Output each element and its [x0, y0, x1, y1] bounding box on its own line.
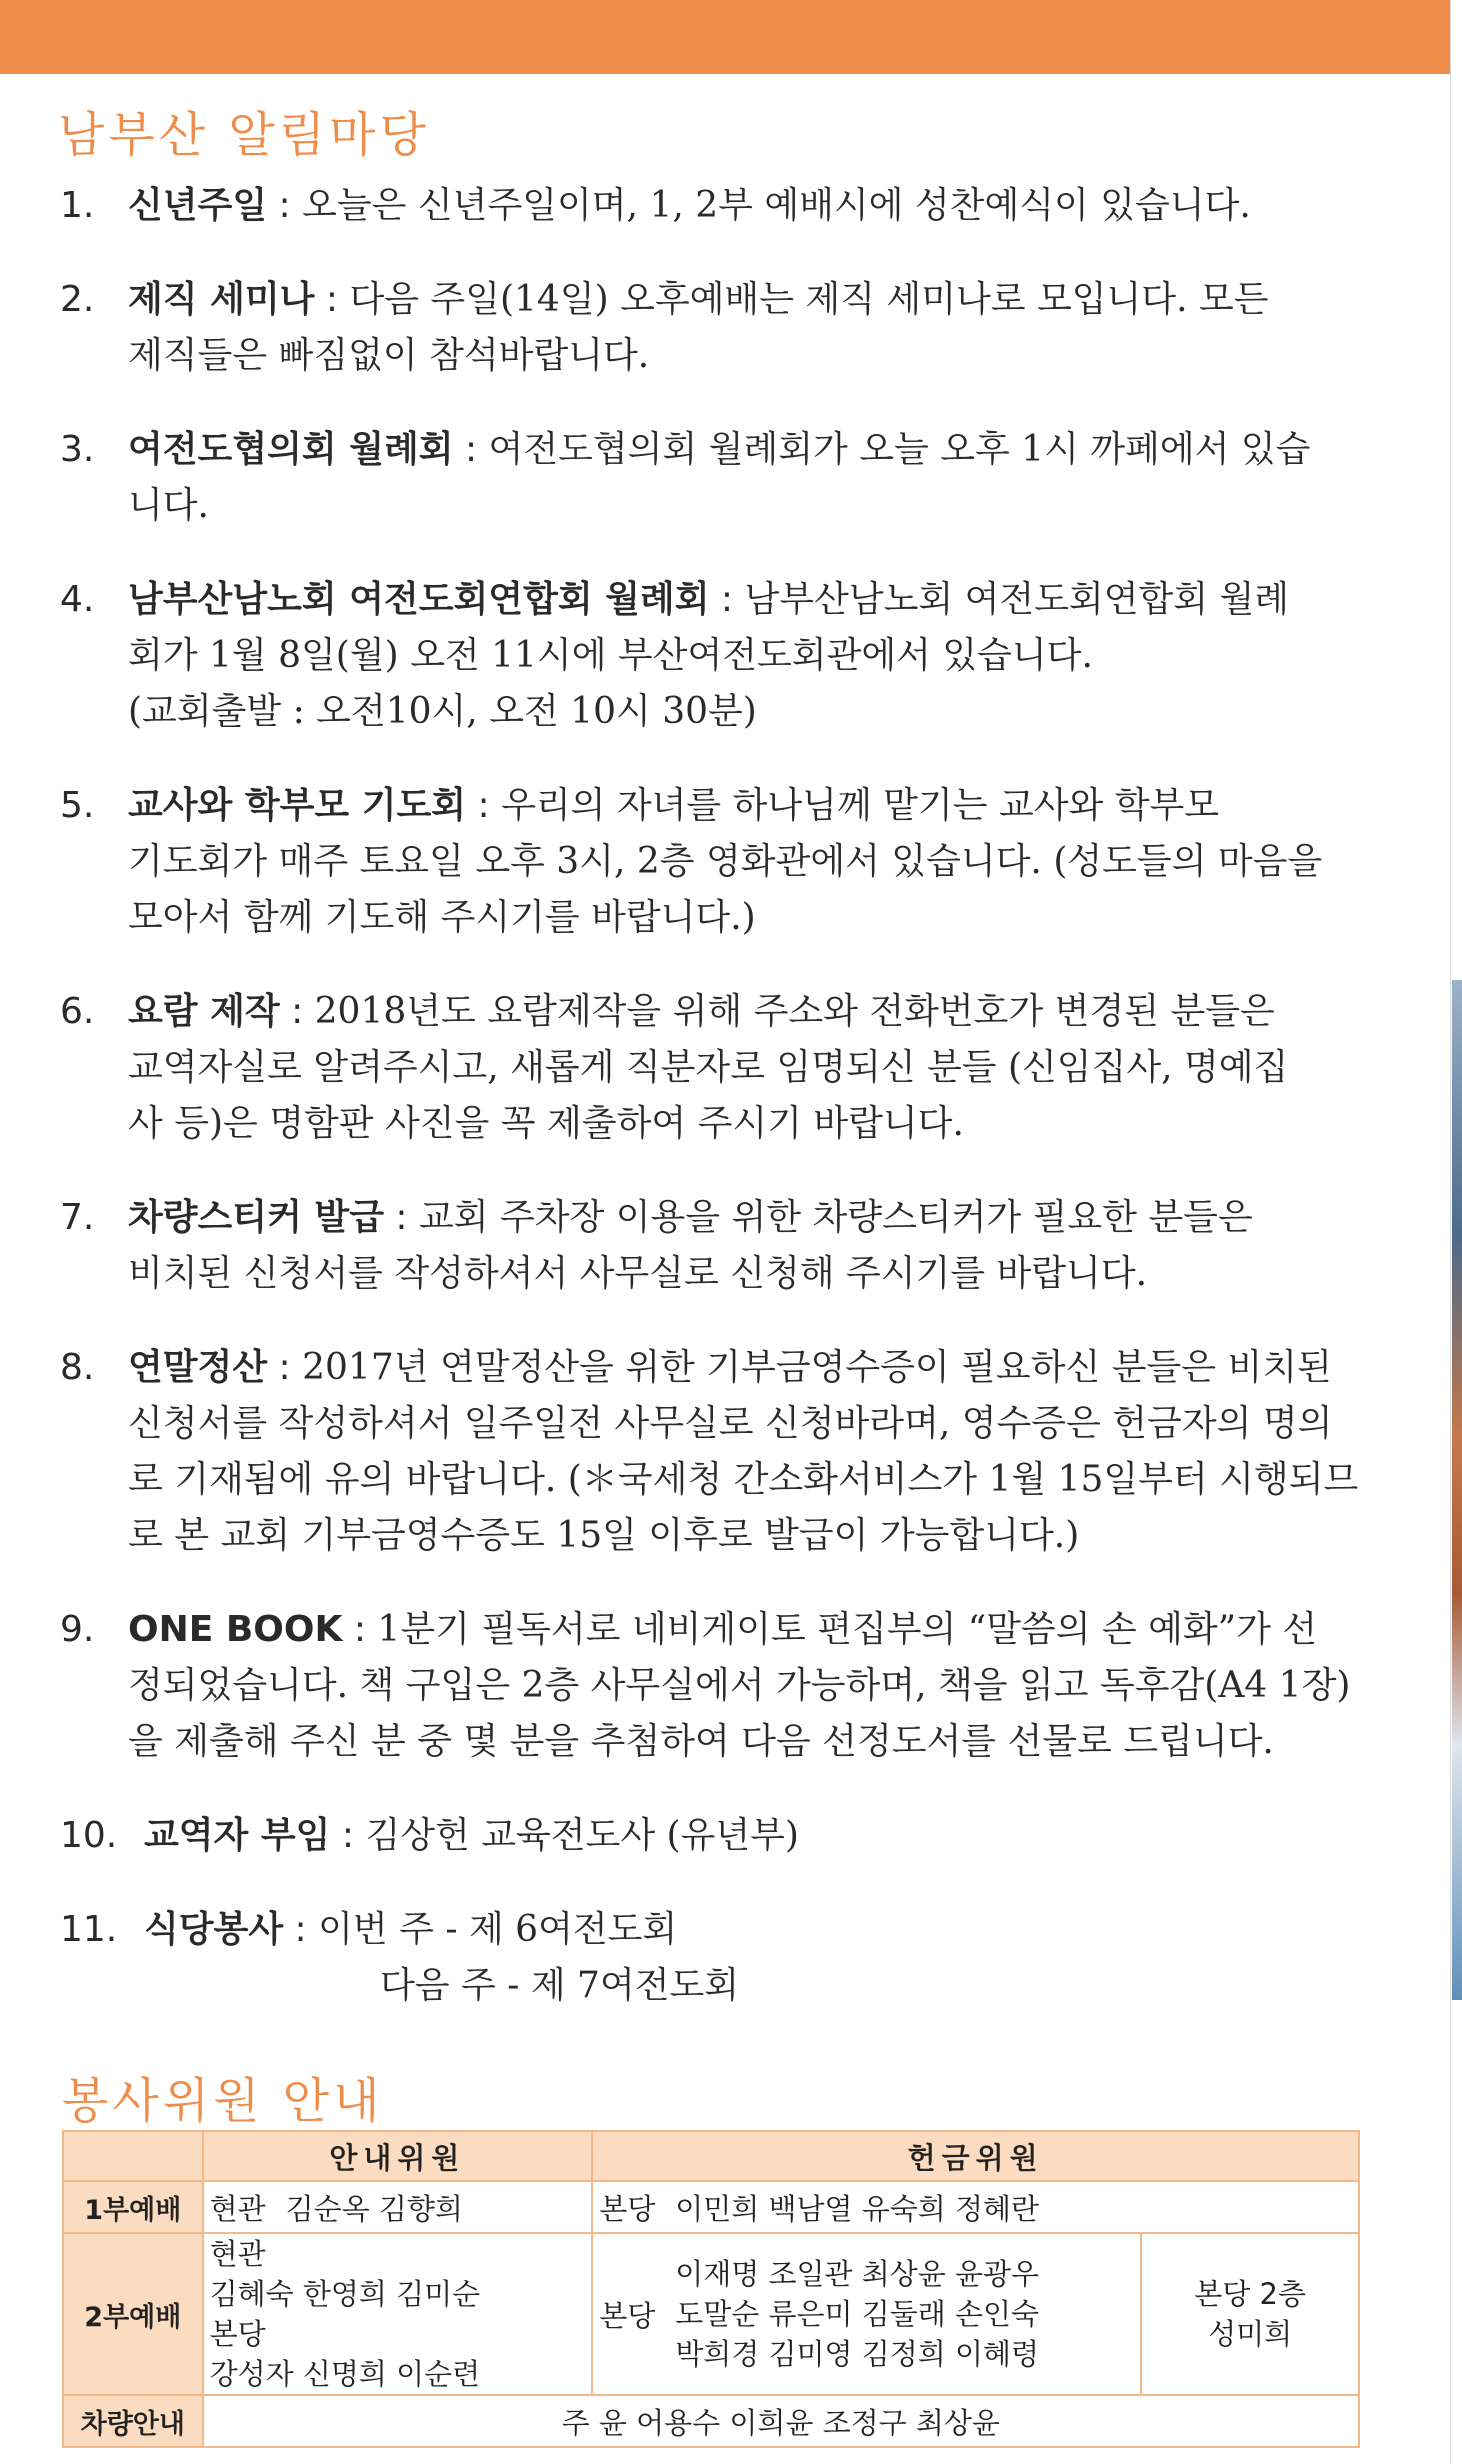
table-row [63, 2395, 1359, 2447]
notice-number: 6. [60, 991, 95, 1032]
notice-text: 교회 주차장 이용을 위한 차량스티커가 필요한 분들은 [418, 1197, 1253, 1238]
notice-number: 2. [60, 279, 95, 320]
notice-text: 비치된 신청서를 작성하셔서 사무실로 신청해 주시기를 바랍니다. [128, 1253, 1148, 1294]
notice-text: 회가 1월 8일(월) 오전 11시에 부산여전도회관에서 있습니다. [128, 635, 1093, 676]
location-label: 본당 [599, 2298, 656, 2333]
notice-number: 1. [60, 185, 95, 226]
notice-2: 2. 제직 세미나 : 다음 주일(14일) 오후예배는 제직 세미나로 모입니다. 모든 제직들은 빠짐없이 참석바랍니다. [60, 272, 1360, 384]
notice-number: 11. [60, 1909, 118, 1950]
notice-heading: 식당봉사 [144, 1909, 284, 1950]
notice-4: 4. 남부산남노회 여전도회연합회 월례회 : 남부산남노회 여전도회연합회 월례 회가 1월 8일(월) 오전 11시에 부산여전도회관에서 있습니다. (교회출발 : 오전10시, 오전 10시 30분) [60, 572, 1360, 740]
guide-cell [203, 2181, 593, 2233]
notice-heading: ONE BOOK [128, 1609, 343, 1650]
notice-heading: 교사와 학부모 기도회 [128, 785, 467, 826]
offering-cell [592, 2181, 1359, 2233]
notice-number: 3. [60, 429, 95, 470]
header-bar [0, 0, 1450, 74]
location-label: 본당 [209, 2317, 266, 2351]
adjacent-page-image [1452, 980, 1462, 2000]
offering-cell [592, 2233, 1141, 2395]
notice-3: 3. 여전도협의회 월례회 : 여전도협의회 월례회가 오늘 오후 1시 까페에서 있습 니다. [60, 422, 1360, 534]
notice-number: 7. [60, 1197, 95, 1238]
service-label: 차량안내 [63, 2395, 203, 2447]
notice-text: 모아서 함께 기도해 주시기를 바랍니다.) [128, 897, 756, 938]
offering-column-header: 헌금위원 [592, 2131, 1359, 2181]
notice-text: 제직들은 빠짐없이 참석바랍니다. [128, 335, 650, 376]
notice-text: 을 제출해 주신 분 중 몇 분을 추첨하여 다음 선정도서를 선물로 드립니다. [128, 1721, 1274, 1762]
notice-number: 9. [60, 1609, 95, 1650]
notice-text: 로 기재됨에 유의 바랍니다. (＊국세청 간소화서비스가 1월 15일부터 시행되므 [128, 1459, 1359, 1500]
notice-text: 2018년도 요람제작을 위해 주소와 전화번호가 변경된 분들은 [314, 991, 1275, 1032]
notice-text: 우리의 자녀를 하나님께 맡기는 교사와 학부모 [501, 785, 1220, 826]
notice-text: 사 등)은 명함판 사진을 꼭 제출하여 주시기 바랍니다. [128, 1103, 964, 1144]
volunteer-names: 이민희 백남열 유숙희 정혜란 [675, 2191, 1040, 2226]
notice-heading: 여전도협의회 월례회 [128, 429, 454, 470]
notice-text: 1분기 필독서로 네비게이토 편집부의 “말씀의 손 예화”가 선 [377, 1609, 1318, 1650]
volunteer-table [62, 2130, 1360, 2448]
notice-text: (교회출발 : 오전10시, 오전 10시 30분) [128, 691, 757, 732]
notice-number: 8. [60, 1347, 95, 1388]
notice-11: 11. 식당봉사 : 이번 주 - 제 6여전도회 다음 주 - 제 7여전도회 [60, 1902, 1360, 2014]
location-label: 현관 [209, 2191, 266, 2226]
table-row [63, 2233, 1359, 2395]
notice-text: 로 본 교회 기부금영수증도 15일 이후로 발급이 가능합니다.) [128, 1515, 1080, 1556]
table-header-row [63, 2131, 1359, 2181]
notice-1: 1. 신년주일 : 오늘은 신년주일이며, 1, 2부 예배시에 성찬예식이 있습니다. [60, 178, 1360, 234]
volunteer-names: 김혜숙 한영희 김미순 [209, 2277, 481, 2311]
service-label: 1부예배 [63, 2181, 203, 2233]
offering-extra-cell [1141, 2233, 1359, 2395]
notice-text: 신청서를 작성하셔서 일주일전 사무실로 신청바라며, 영수증은 헌금자의 명의 [128, 1403, 1333, 1444]
guide-column-header: 안내위원 [203, 2131, 593, 2181]
notice-text: 김상헌 교육전도사 (유년부) [365, 1815, 799, 1856]
corner-cell [63, 2131, 203, 2181]
guide-cell [203, 2233, 593, 2395]
volunteer-names: 성미희 [1208, 2317, 1293, 2351]
location-label: 본당 [599, 2191, 656, 2226]
notice-heading: 교역자 부임 [144, 1815, 331, 1856]
volunteers-title: 봉사위원 안내 [62, 2073, 384, 2129]
notice-heading: 남부산남노회 여전도회연합회 월례회 [128, 579, 710, 620]
notice-heading: 연말정산 [128, 1347, 268, 1388]
notice-text: 정되었습니다. 책 구입은 2층 사무실에서 가능하며, 책을 읽고 독후감(A4 1장) [128, 1665, 1351, 1706]
notice-number: 4. [60, 579, 95, 620]
notice-text: 기도회가 매주 토요일 오후 3시, 2층 영화관에서 있습니다. (성도들의 마음을 [128, 841, 1323, 882]
notice-text: 교역자실로 알려주시고, 새롭게 직분자로 임명되신 분들 (신임집사, 명예집 [128, 1047, 1289, 1088]
volunteer-names: 도말순 류은미 김둘래 손인숙 [675, 2297, 1040, 2331]
notice-8: 8. 연말정산 : 2017년 연말정산을 위한 기부금영수증이 필요하신 분들은 비치된 신청서를 작성하셔서 일주일전 사무실로 신청바라며, 영수증은 헌금자의 명의 로 기재됨에 유의 바랍니다. (＊국세청 간소화서비스가 1월 15일부터 시행되므 로 본 교회 기부금영수증도 15일 이후로 발급이 가능합니다.) [60, 1340, 1360, 1564]
notice-text: 다음 주일(14일) 오후예배는 제직 세미나로 모입니다. 모든 [349, 279, 1269, 320]
service-label: 2부예배 [63, 2233, 203, 2395]
notice-number: 5. [60, 785, 95, 826]
notice-heading: 신년주일 [128, 185, 268, 226]
volunteer-names: 김순옥 김향희 [285, 2191, 463, 2226]
notice-heading: 요람 제작 [128, 991, 280, 1032]
notice-6: 6. 요람 제작 : 2018년도 요람제작을 위해 주소와 전화번호가 변경된 분들은 교역자실로 알려주시고, 새롭게 직분자로 임명되신 분들 (신임집사, 명예집 사 등)은 명함판 사진을 꼭 제출하여 주시기 바랍니다. [60, 984, 1360, 1152]
notice-9: 9. ONE BOOK : 1분기 필독서로 네비게이토 편집부의 “말씀의 손 예화”가 선 정되었습니다. 책 구입은 2층 사무실에서 가능하며, 책을 읽고 독후감(A4 1장) 을 제출해 주신 분 중 몇 분을 추첨하여 다음 선정도서를 선물로 드립니다. [60, 1602, 1360, 1770]
notice-text: 오늘은 신년주일이며, 1, 2부 예배시에 성찬예식이 있습니다. [302, 185, 1251, 226]
notice-text: 남부산남노회 여전도회연합회 월례 [744, 579, 1290, 620]
announcements-title: 남부산 알림마당 [58, 107, 430, 163]
notice-text: 이번 주 - 제 6여전도회 [318, 1909, 678, 1950]
notice-text: 여전도협의회 월례회가 오늘 오후 1시 까페에서 있습 [488, 429, 1311, 470]
notice-text: 2017년 연말정산을 위한 기부금영수증이 필요하신 분들은 비치된 [302, 1347, 1332, 1388]
location-label: 본당 2층 [1194, 2277, 1307, 2311]
notice-text: 다음 주 - 제 7여전도회 [380, 1965, 740, 2006]
volunteer-names: 이재명 조일관 최상윤 윤광우 [675, 2257, 1040, 2291]
parking-names: 주 윤 어용수 이희윤 조정구 최상윤 [203, 2395, 1359, 2447]
notice-text: 니다. [128, 485, 209, 526]
notice-5: 5. 교사와 학부모 기도회 : 우리의 자녀를 하나님께 맡기는 교사와 학부모 기도회가 매주 토요일 오후 3시, 2층 영화관에서 있습니다. (성도들의 마음을 모아서 함께 기도해 주시기를 바랍니다.) [60, 778, 1360, 946]
volunteer-names: 박희경 김미영 김정희 이혜령 [675, 2337, 1040, 2371]
announcement-list [60, 178, 1360, 2052]
notice-10: 10. 교역자 부임 : 김상헌 교육전도사 (유년부) [60, 1808, 1360, 1864]
volunteer-names: 강성자 신명희 이순련 [209, 2357, 481, 2391]
notice-number: 10. [60, 1815, 118, 1856]
notice-heading: 제직 세미나 [128, 279, 315, 320]
table-row [63, 2181, 1359, 2233]
notice-heading: 차량스티커 발급 [128, 1197, 384, 1238]
notice-7: 7. 차량스티커 발급 : 교회 주차장 이용을 위한 차량스티커가 필요한 분들은 비치된 신청서를 작성하셔서 사무실로 신청해 주시기를 바랍니다. [60, 1190, 1360, 1302]
location-label: 현관 [209, 2237, 266, 2271]
